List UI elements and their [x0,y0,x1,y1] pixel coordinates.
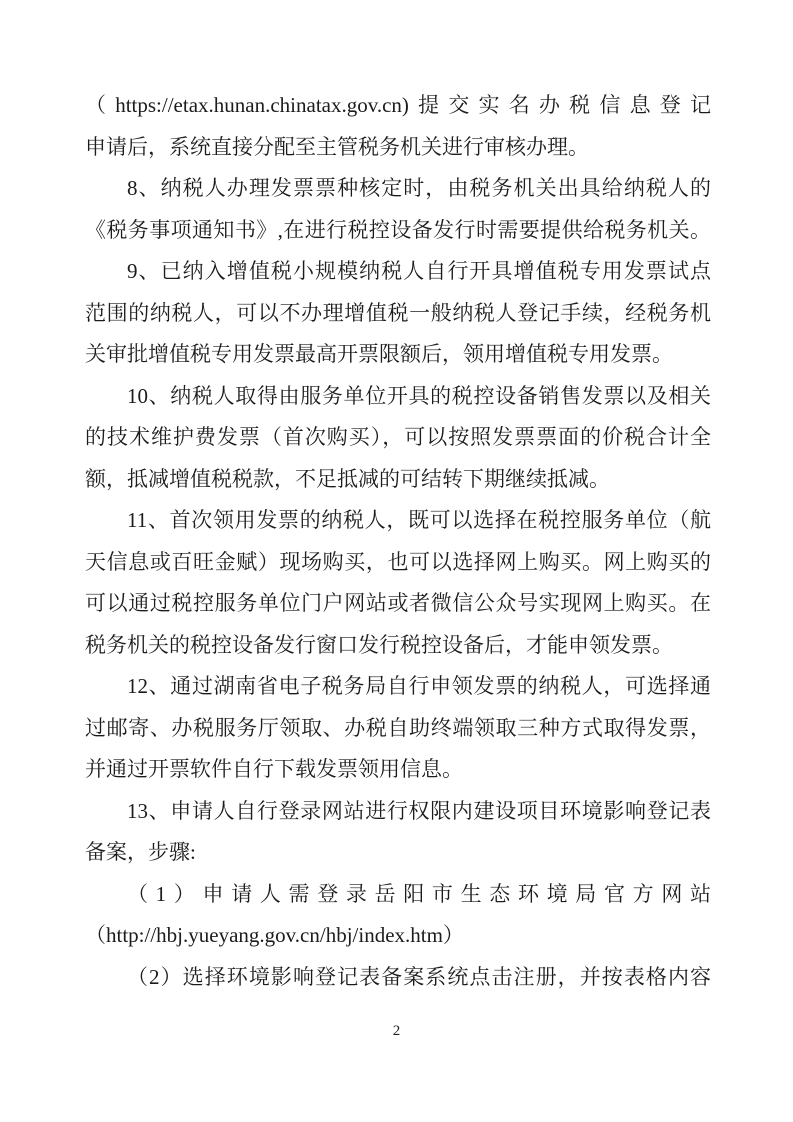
text-line: （1）申请人需登录岳阳市生态环境局官方网站 [127,881,711,906]
text-line: 《税务事项通知书》,在进行税控设备发行时需要提供给税务机关。 [85,217,711,242]
text-line: 申请后，系统直接分配至主管税务机关进行审核办理。 [85,134,589,159]
text-line: 10、纳税人取得由服务单位开具的税控设备销售发票以及相关 [127,383,711,408]
page-number: 2 [392,1023,401,1039]
paragraph-item-9 [85,251,711,376]
paragraph-item-8 [85,168,711,251]
text-line: 8、纳税人办理发票票种核定时，由税务机关出具给纳税人的 [127,176,711,200]
paragraph-item-12 [85,666,711,791]
text-line: 11、首次领用发票的纳税人，既可以选择在税控服务单位（航 [127,508,711,532]
text-line: （https://etax.hunan.chinatax.gov.cn)提交实名办税信息登记 [85,93,711,117]
text-line: 天信息或百旺金赋）现场购买，也可以选择网上购买。网上购买的 [85,549,711,574]
text-line: 税务机关的税控设备发行窗口发行税控设备后，才能申领发票。 [85,632,673,657]
document-body [85,85,711,998]
paragraph-continuation [85,85,711,168]
text-line: 过邮寄、办税服务厅领取、办税自助终端领取三种方式取得发票， [85,715,711,740]
paragraph-item-11 [85,500,711,666]
text-line: 可以通过税控服务单位门户网站或者微信公众号实现网上购买。在 [85,591,711,615]
text-line: 9、已纳入增值税小规模纳税人自行开具增值税专用发票试点 [127,259,711,283]
paragraph-item-10 [85,376,711,501]
text-line: （2）选择环境影响登记表备案系统点击注册，并按表格内容 [127,964,711,989]
text-line: 的技术维护费发票（首次购买），可以按照发票票面的价税合计全 [85,425,711,449]
text-line: 范围的纳税人，可以不办理增值税一般纳税人登记手续，经税务机 [85,300,711,325]
text-line: 并通过开票软件自行下载发票领用信息。 [85,757,463,781]
text-line: 关审批增值税专用发票最高开票限额后，领用增值税专用发票。 [85,342,673,366]
text-line: 额，抵减增值税税款，不足抵减的可结转下期继续抵减。 [85,466,610,491]
paragraph-step-2 [85,957,711,999]
text-line: 13、申请人自行登录网站进行权限内建设项目环境影响登记表 [127,798,711,823]
text-line: 12、通过湖南省电子税务局自行申领发票的纳税人，可选择通 [127,674,711,698]
paragraph-step-1 [85,874,711,957]
text-line: （http://hbj.yueyang.gov.cn/hbj/index.htm） [85,923,464,947]
paragraph-item-13 [85,791,711,874]
text-line: 备案，步骤: [85,840,196,864]
